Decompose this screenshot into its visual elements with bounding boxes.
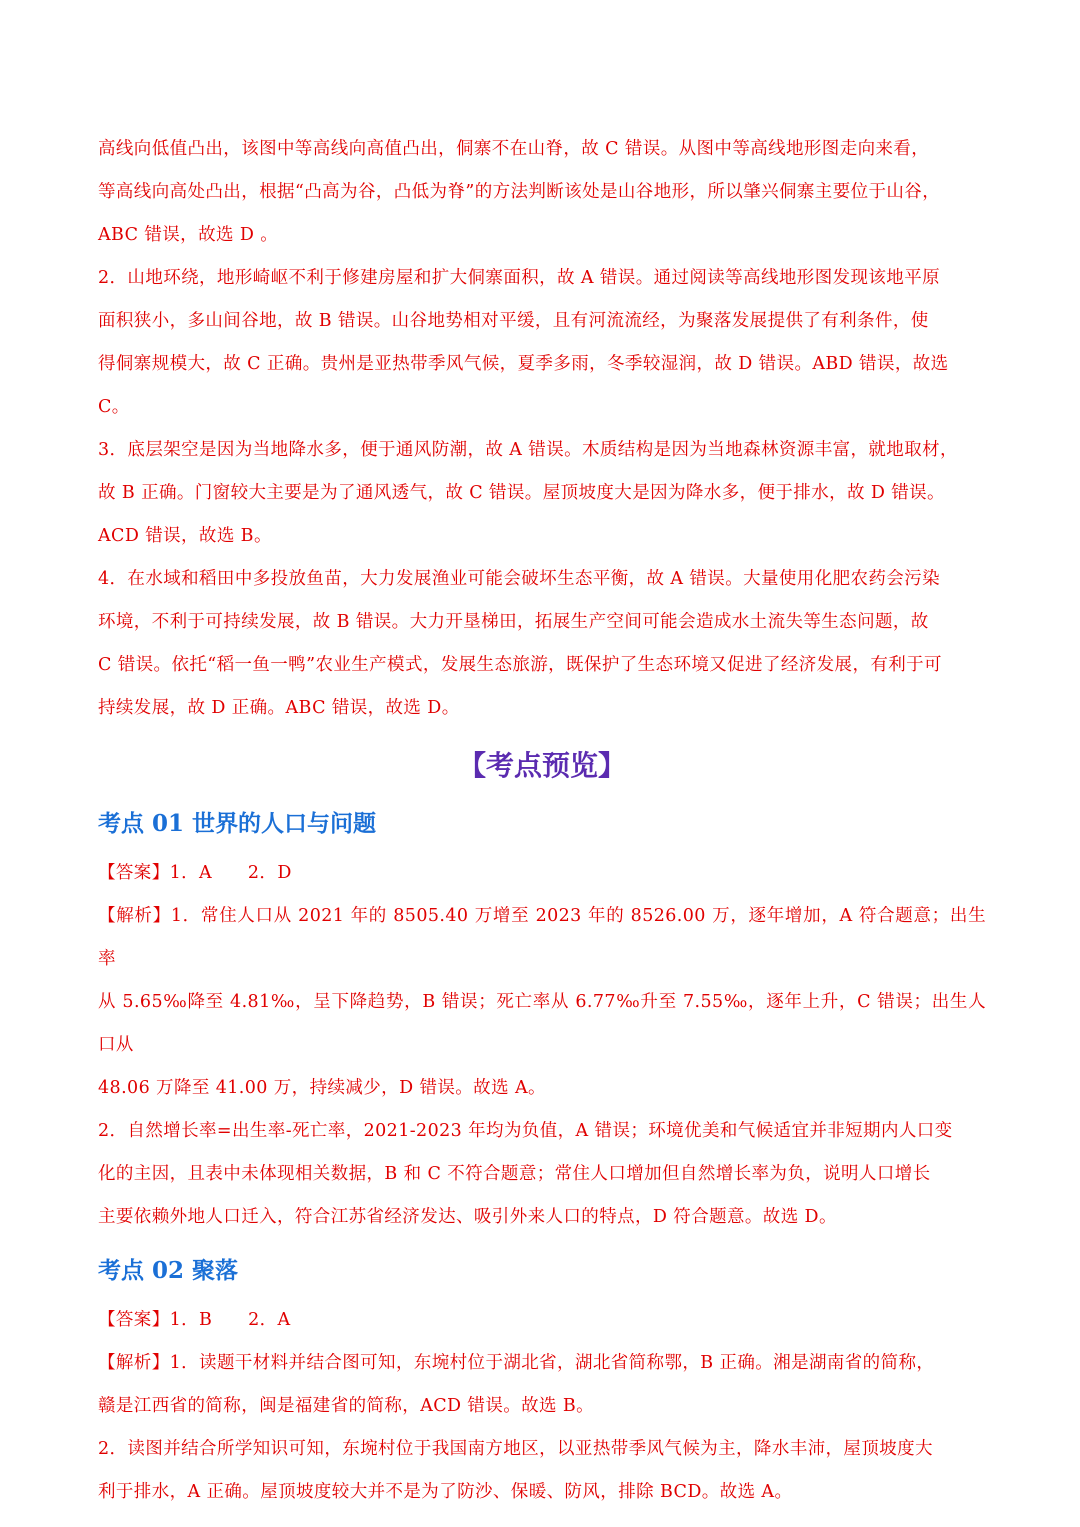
answer-line: [98, 1299, 986, 1342]
section-title: 【考点预览】: [457, 749, 626, 782]
text-line: 赣是江西省的简称，闽是福建省的简称，ACD 错误。故选 B。: [98, 1396, 595, 1416]
text-line: 2．读图并结合所学知识可知，东埦村位于我国南方地区，以亚热带季风气候为主，降水丰沛，屋顶坡度大: [98, 1439, 933, 1459]
answer-label: 【答案】: [98, 863, 170, 883]
point-01-section: [98, 798, 986, 1239]
text-line: 等高线向高处凸出，根据“凸高为谷，凸低为脊”的方法判断该处是山谷地形，所以肇兴侗寨主要位于山谷，: [98, 182, 941, 202]
explanation-block: [98, 128, 986, 730]
point-01-title: 考点 01 世界的人口与问题: [98, 810, 377, 837]
text-line: 48.06 万降至 41.00 万，持续减少，D 错误。故选 A。: [98, 1078, 546, 1098]
point-02-title: 考点 02 聚落: [98, 1257, 239, 1284]
document-content: [98, 128, 986, 1514]
answer-label: 【答案】: [98, 1310, 170, 1330]
text-line: 利于排水，A 正确。屋顶坡度较大并不是为了防沙、保暖、防风，排除 BCD。故选 A。: [98, 1482, 793, 1502]
text-line: 4．在水域和稻田中多投放鱼苗，大力发展渔业可能会破坏生态平衡，故 A 错误。大量使用化肥农药会污染: [98, 569, 940, 589]
text-line: 环境，不利于可持续发展，故 B 错误。大力开垦梯田，拓展生产空间可能会造成水土流失等生态问题，故: [98, 612, 929, 632]
analysis-label: 【解析】: [98, 1353, 170, 1373]
text-line: 3．底层架空是因为当地降水多，便于通风防潮，故 A 错误。木质结构是因为当地森林资源丰富，就地取材，: [98, 440, 958, 460]
text-line: 面积狭小，多山间谷地，故 B 错误。山谷地势相对平缓，且有河流流经，为聚落发展提供了有利条件，使: [98, 311, 929, 331]
text-line: ABC 错误，故选 D 。: [98, 225, 279, 245]
answer-line: [98, 852, 986, 895]
text-line: 得侗寨规模大，故 C 正确。贵州是亚热带季风气候，夏季多雨，冬季较湿润，故 D 错误。ABD 错误，故选: [98, 354, 949, 374]
analysis-text: 1．常住人口从 2021 年的 8505.40 万增至 2023 年的 8526.00 万，逐年增加，A 符合题意；出生率: [98, 906, 986, 969]
analysis-text: 1．读题干材料并结合图可知，东埦村位于湖北省，湖北省简称鄂，B 正确。湘是湖南省的简称，: [169, 1353, 935, 1373]
text-line: 2．自然增长率=出生率-死亡率，2021-2023 年均为负值，A 错误；环境优美和气候适宜并非短期内人口变: [98, 1121, 953, 1141]
text-line: 高线向低值凸出，该图中等高线向高值凸出，侗寨不在山脊，故 C 错误。从图中等高线地形图走向来看，: [98, 139, 930, 159]
analysis-line: [98, 895, 986, 981]
text-line: 持续发展，故 D 正确。ABC 错误，故选 D。: [98, 698, 460, 718]
point-02-section: [98, 1245, 986, 1514]
text-line: 主要依赖外地人口迁入，符合江苏省经济发达、吸引外来人口的特点，D 符合题意。故选 D。: [98, 1207, 837, 1227]
text-line: ACD 错误，故选 B。: [98, 526, 272, 546]
answer-text: 1．A 2．D: [169, 863, 292, 883]
text-line: C 错误。依托“稻一鱼一鸭”农业生产模式，发展生态旅游，既保护了生态环境又促进了经济发展，有利于可: [98, 655, 942, 675]
answer-text: 1．B 2．A: [169, 1310, 291, 1330]
analysis-label: 【解析】: [98, 906, 171, 926]
text-line: 化的主因，且表中未体现相关数据，B 和 C 不符合题意；常住人口增加但自然增长率为负，说明人口增长: [98, 1164, 931, 1184]
text-line: 2．山地环绕，地形崎岖不利于修建房屋和扩大侗寨面积，故 A 错误。通过阅读等高线地形图发现该地平原: [98, 268, 940, 288]
text-line: C。: [98, 397, 130, 417]
analysis-line: [98, 1342, 986, 1385]
text-line: 故 B 正确。门窗较大主要是为了通风透气，故 C 错误。屋顶坡度大是因为降水多，便于排水，故 D 错误。: [98, 483, 945, 503]
text-line: 从 5.65‰降至 4.81‰，呈下降趋势，B 错误；死亡率从 6.77‰升至 7.55‰，逐年上升，C 错误；出生人口从: [98, 992, 986, 1055]
